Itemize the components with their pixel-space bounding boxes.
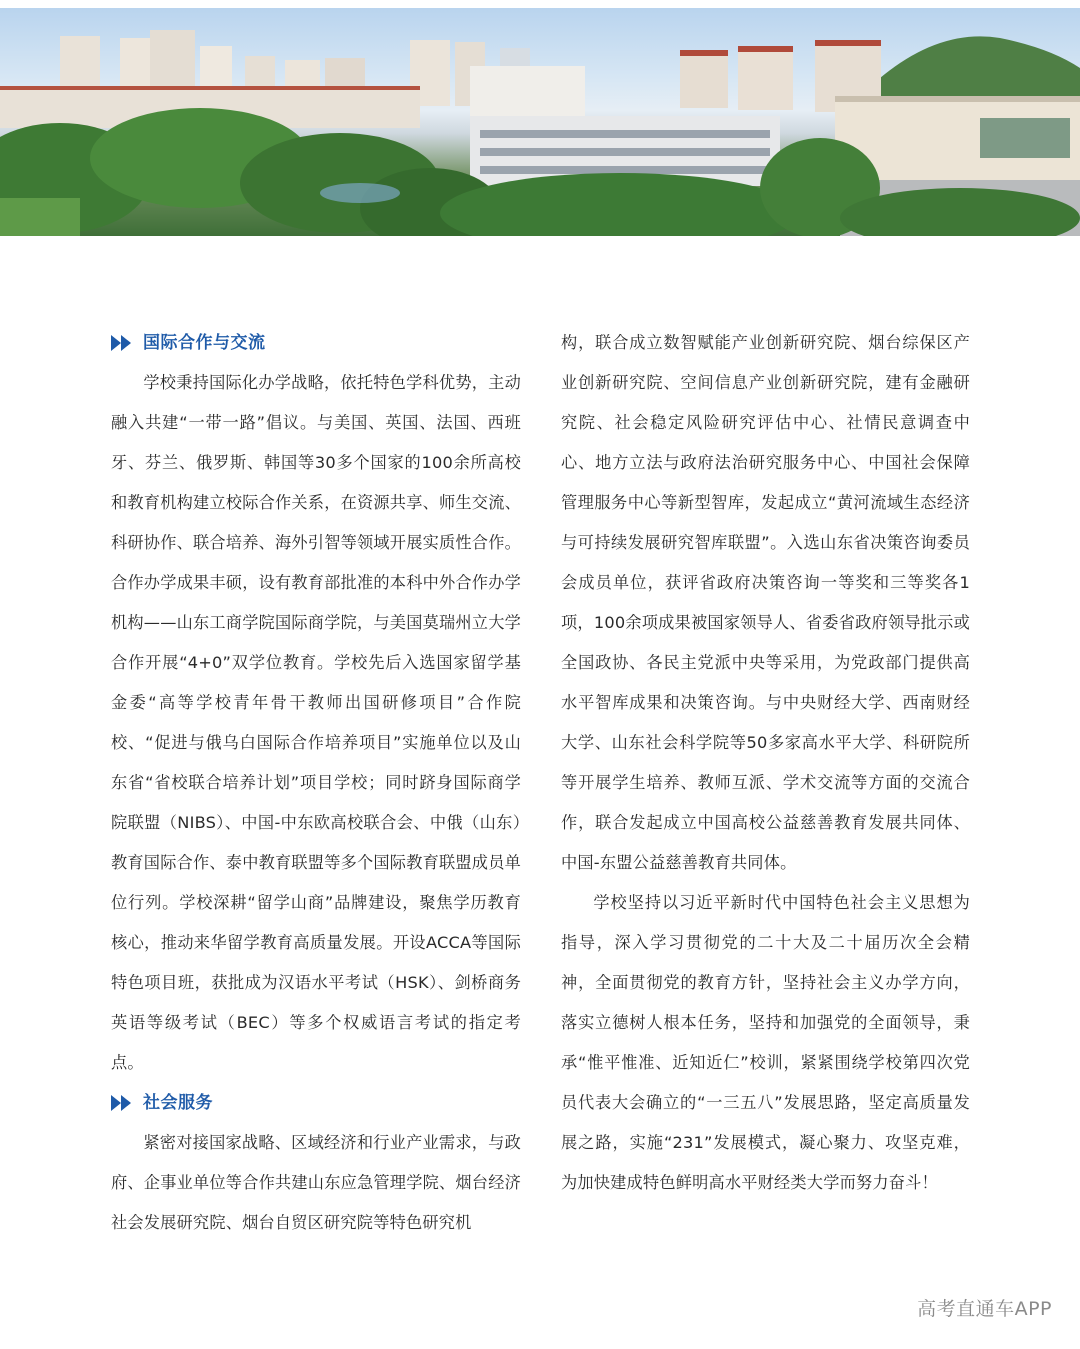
left-column bbox=[111, 323, 521, 1243]
service-paragraph-part2: 构，联合成立数智赋能产业创新研究院、烟台综保区产业创新研究院、空间信息产业创新研究院，建有金融研究院、社会稳定风险研究评估中心、社情民意调查中心、地方立法与政府法治研究服务中心、中国社会保障管理服务中心等新型智库，发起成立“黄河流域生态经济与可持续发展研究智库联盟”。入选山东省决策咨询委员会成员单位，获评省政府决策咨询一等奖和三等奖各1项，100余项成果被国家领导人、省委省政府领导批示或全国政协、各民主党派中央等采用，为党政部门提供高水平智库成果和决策咨询。与中央财经大学、西南财经大学、山东社会科学院等50多家高水平大学、科研院所等开展学生培养、教师互派、学术交流等方面的交流合作，联合发起成立中国高校公益慈善教育发展共同体、中国-东盟公益慈善教育共同体。 bbox=[561, 333, 970, 872]
closing-paragraph: 学校坚持以习近平新时代中国特色社会主义思想为指导，深入学习贯彻党的二十大及二十届历次全会精神，全面贯彻党的教育方针，坚持社会主义办学方向，落实立德树人根本任务，坚持和加强党的全面领导，秉承“惟平惟准、近知近仁”校训，紧紧围绕学校第四次党员代表大会确立的“一三五八”发展思路，坚定高质量发展之路，实施“231”发展模式，凝心聚力、攻坚克难，为加快建成特色鲜明高水平财经类大学而努力奋斗！ bbox=[561, 893, 970, 1192]
section-title-intl: 国际合作与交流 bbox=[143, 333, 266, 353]
section-heading-service bbox=[111, 1083, 521, 1123]
section-title-service: 社会服务 bbox=[143, 1093, 213, 1113]
watermark: 高考直通车APP bbox=[917, 1298, 1052, 1320]
right-column bbox=[561, 323, 970, 1203]
campus-photo-icon bbox=[0, 8, 1080, 236]
double-chevron-right-icon bbox=[111, 335, 133, 351]
campus-banner bbox=[0, 8, 1080, 236]
double-chevron-right-icon bbox=[111, 1095, 133, 1111]
intl-paragraph: 学校秉持国际化办学战略，依托特色学科优势，主动融入共建“一带一路”倡议。与美国、英国、法国、西班牙、芬兰、俄罗斯、韩国等30多个国家的100余所高校和教育机构建立校际合作关系，在资源共享、师生交流、科研协作、联合培养、海外引智等领域开展实质性合作。合作办学成果丰硕，设有教育部批准的本科中外合作办学机构——山东工商学院国际商学院，与美国莫瑞州立大学合作开展“4+0”双学位教育。学校先后入选国家留学基金委“高等学校青年骨干教师出国研修项目”合作院校、“促进与俄乌白国际合作培养项目”实施单位以及山东省“省校联合培养计划”项目学校；同时跻身国际商学院联盟（NIBS）、中国-中东欧高校联合会、中俄（山东）教育国际合作、泰中教育联盟等多个国际教育联盟成员单位行列。学校深耕“留学山商”品牌建设，聚焦学历教育核心，推动来华留学教育高质量发展。开设ACCA等国际特色项目班，获批成为汉语水平考试（HSK）、剑桥商务英语等级考试（BEC）等多个权威语言考试的指定考点。 bbox=[111, 373, 521, 1072]
service-paragraph-part1: 紧密对接国家战略、区域经济和行业产业需求，与政府、企事业单位等合作共建山东应急管理学院、烟台经济社会发展研究院、烟台自贸区研究院等特色研究机 bbox=[111, 1133, 521, 1232]
section-heading-intl bbox=[111, 323, 521, 363]
